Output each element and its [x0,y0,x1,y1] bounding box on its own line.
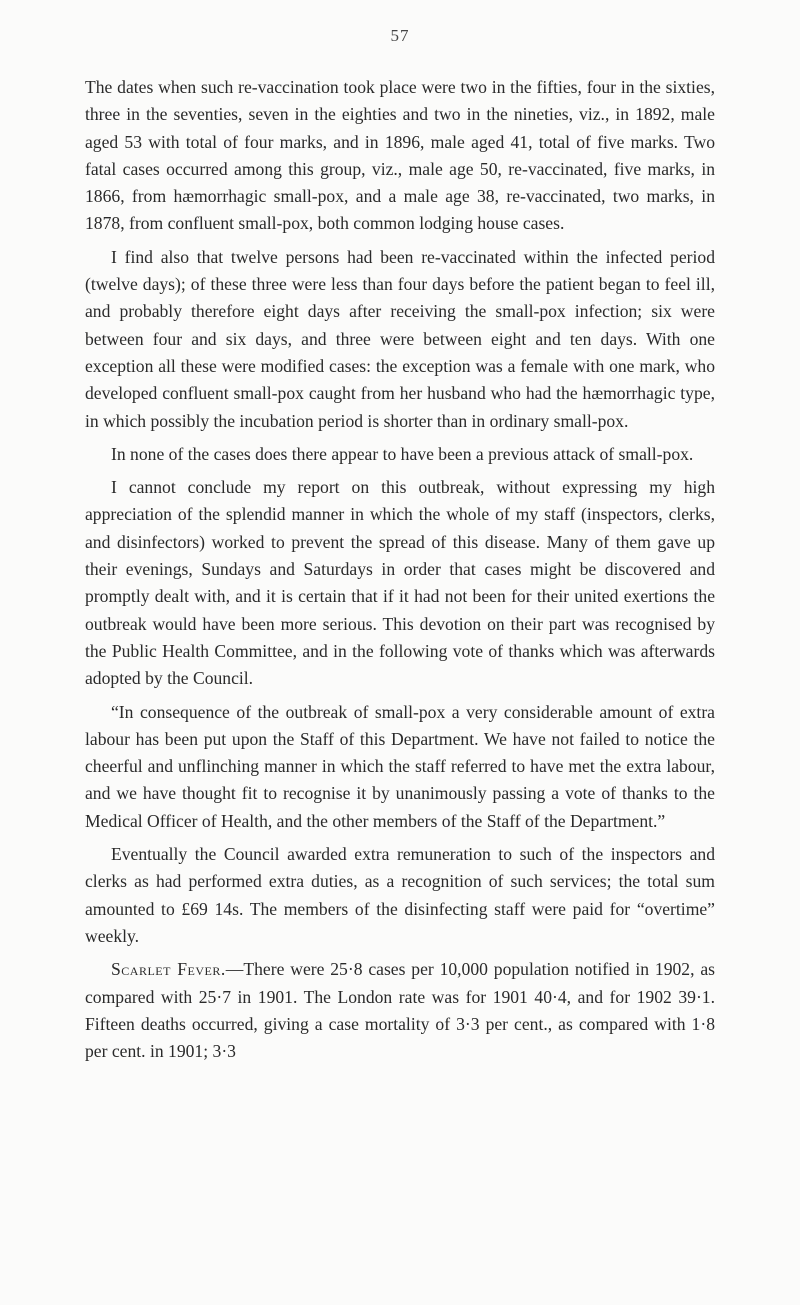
section-heading-scarlet-fever: Scarlet Fever. [111,959,226,980]
paragraph-staff-appreciation: I cannot conclude my report on this outbreak, without expressing my high appreciation of the splendid manner in which the whole of my staff (inspectors, clerks, and disinfectors) worked to prevent the spread of this disease. Many of them gave up their evenings, Sundays and Saturdays in order that cases might be discovered and promptly dealt with, and it is certain that if it had not been for their united exertions the outbreak would have been more serious. This devotion on their part was recognised by the Public Health Committee, and in the following vote of thanks which was afterwards adopted by the Council. [85,477,715,689]
page-number: 57 [390,26,410,45]
body-text [85,74,715,1071]
paragraph-previous-attack: In none of the cases does there appear to have been a previous attack of small-pox. [111,443,694,464]
paragraph-vote-of-thanks: “In consequence of the outbreak of small-pox a very considerable amount of extra labour has been put upon the Staff of this Department. We have not failed to notice the cheerful and unflinching manner in which the staff referred to have met the extra labour, and we have thought fit to recognise it by unanimously passing a vote of thanks to the Medical Officer of Health, and the other members of the Staff of the Department.” [85,701,715,831]
paragraph-scarlet-fever [85,956,715,1065]
paragraph-remuneration: Eventually the Council awarded extra remuneration to such of the inspectors and clerks as had performed extra duties, as a recognition of such services; the total sum amounted to £69 14s. The members of the disinfecting staff were paid for “overtime” weekly. [85,844,715,946]
scarlet-fever-text: —There were 25·8 cases per 10,000 population notified in 1902, as compared with 25·7 in 1901. The London rate was for 1901 40·4, and for 1902 39·1. Fifteen deaths occurred, giving a case mortality of 3·3 per cent., as compared with 1·8 per cent. in 1901; 3·3 [85,959,715,1062]
paragraph-infected-period: I find also that twelve persons had been re-vaccinated within the infected period (twelve days); of these three were less than four days before the patient began to feel ill, and probably therefore eight days after receiving the small-pox infection; six were between four and six days, and three were between eight and ten days. With one exception all these were modified cases: the exception was a female with one mark, who developed confluent small-pox caught from her husband who had the hæmorrhagic type, in which possibly the incubation period is shorter than in ordinary small-pox. [85,246,715,431]
paragraph-revaccination-dates: The dates when such re-vaccination took place were two in the fifties, four in the sixties, three in the seventies, seven in the eighties and two in the nineties, viz., in 1892, male aged 53 with total of four marks, and in 1896, male aged 41, total of five marks. Two fatal cases occurred among this group, viz., male age 50, re-vaccinated, five marks, in 1866, from hæmorrhagic small-pox, and a male age 38, re-vaccinated, two marks, in 1878, from confluent small-pox, both common lodging house cases. [85,77,715,234]
